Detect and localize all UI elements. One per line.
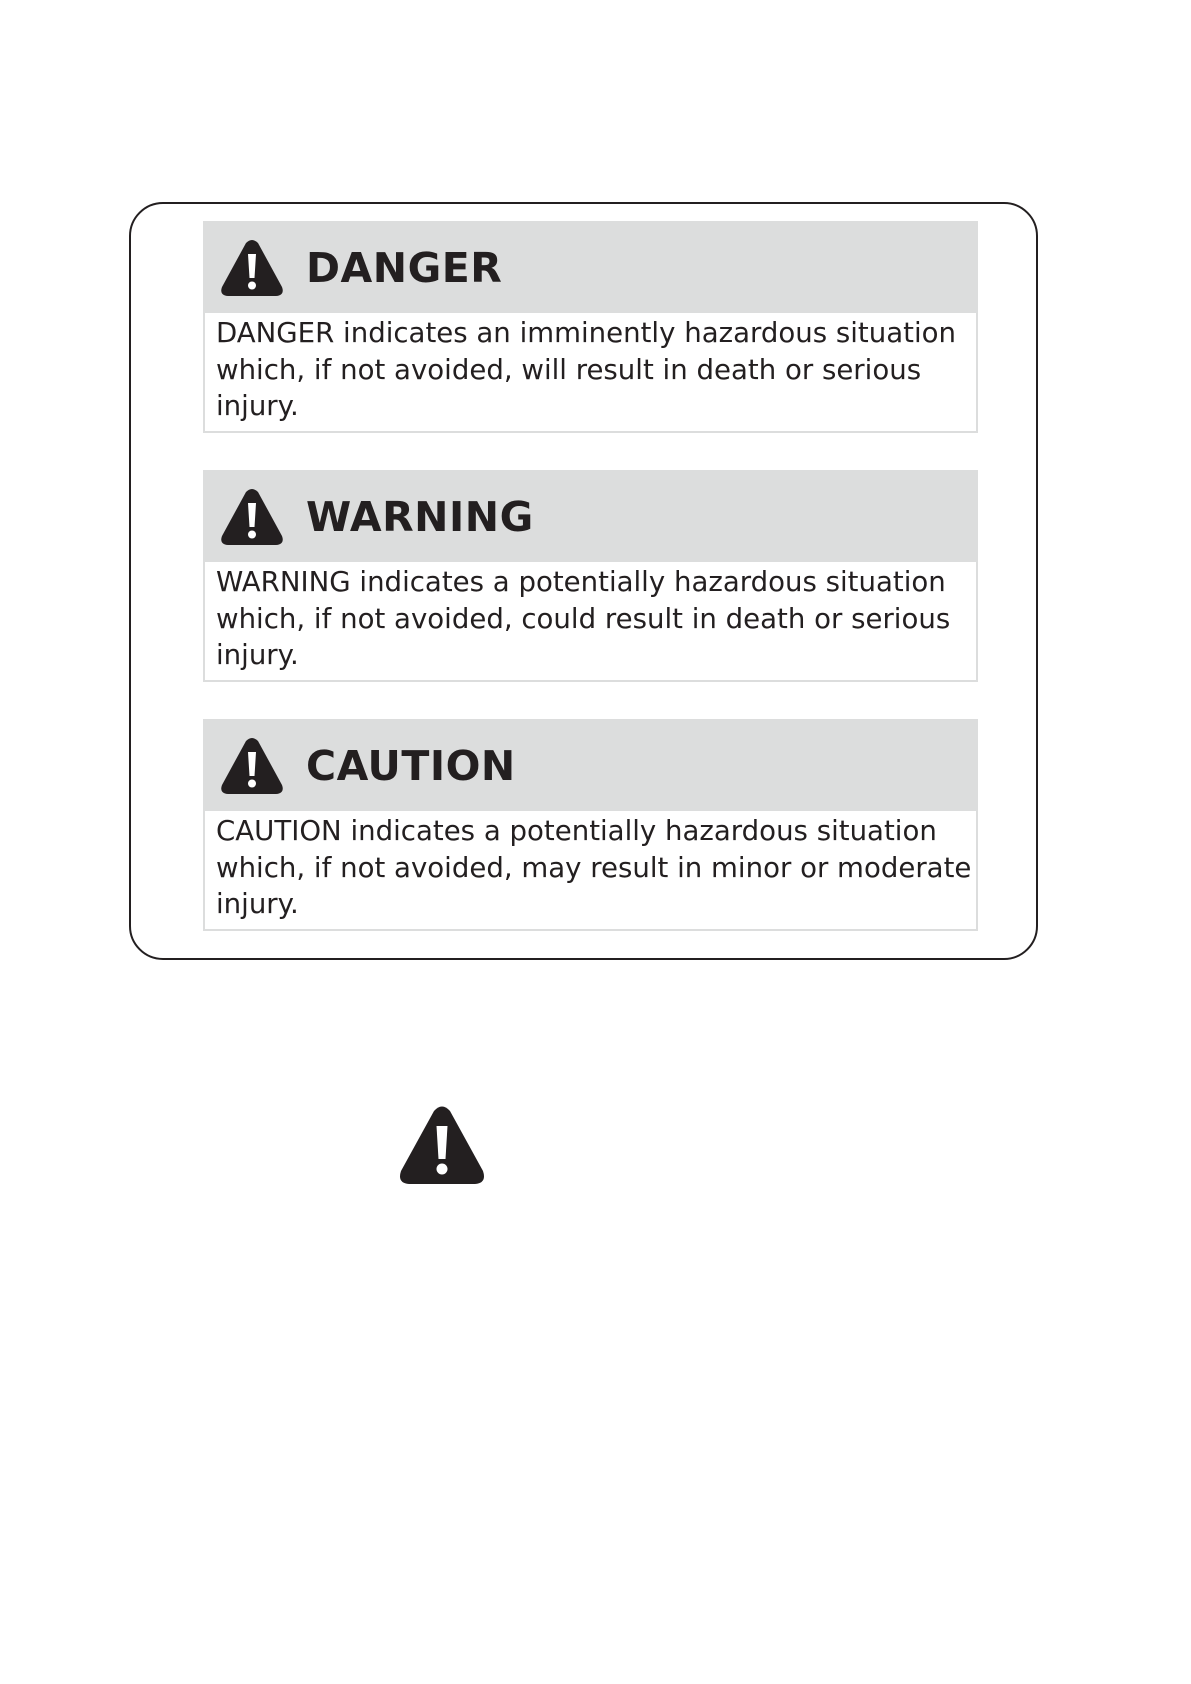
danger-signal-block xyxy=(203,221,978,433)
warning-signal-word: WARNING xyxy=(306,493,534,541)
warning-description-line: WARNING indicates a potentially hazardous situation xyxy=(216,565,946,598)
caution-description-line: which, if not avoided, may result in minor or moderate xyxy=(216,850,972,884)
caution-description-line: CAUTION indicates a potentially hazardous situation xyxy=(216,814,937,847)
warning-description-line: injury. xyxy=(216,638,299,671)
warning-description xyxy=(205,562,976,680)
danger-description-line: injury. xyxy=(216,389,299,422)
warning-triangle-icon xyxy=(220,488,284,546)
danger-description-line: which, if not avoided, will result in death or serious xyxy=(216,352,922,386)
danger-header xyxy=(205,223,976,313)
danger-description-line: DANGER indicates an imminently hazardous situation xyxy=(216,316,957,349)
warning-description-line: which, if not avoided, could result in death or serious xyxy=(216,601,951,635)
danger-description xyxy=(205,313,976,431)
warning-triangle-icon xyxy=(220,239,284,297)
warning-header xyxy=(205,472,976,562)
danger-signal-word: DANGER xyxy=(306,244,503,292)
caution-header xyxy=(205,721,976,811)
caution-description xyxy=(205,811,976,929)
caution-signal-word: CAUTION xyxy=(306,742,516,790)
caution-description-line: injury. xyxy=(216,887,299,920)
safety-alert-triangle-icon xyxy=(398,1105,486,1185)
caution-signal-block xyxy=(203,719,978,931)
warning-triangle-icon xyxy=(220,737,284,795)
warning-signal-block xyxy=(203,470,978,682)
